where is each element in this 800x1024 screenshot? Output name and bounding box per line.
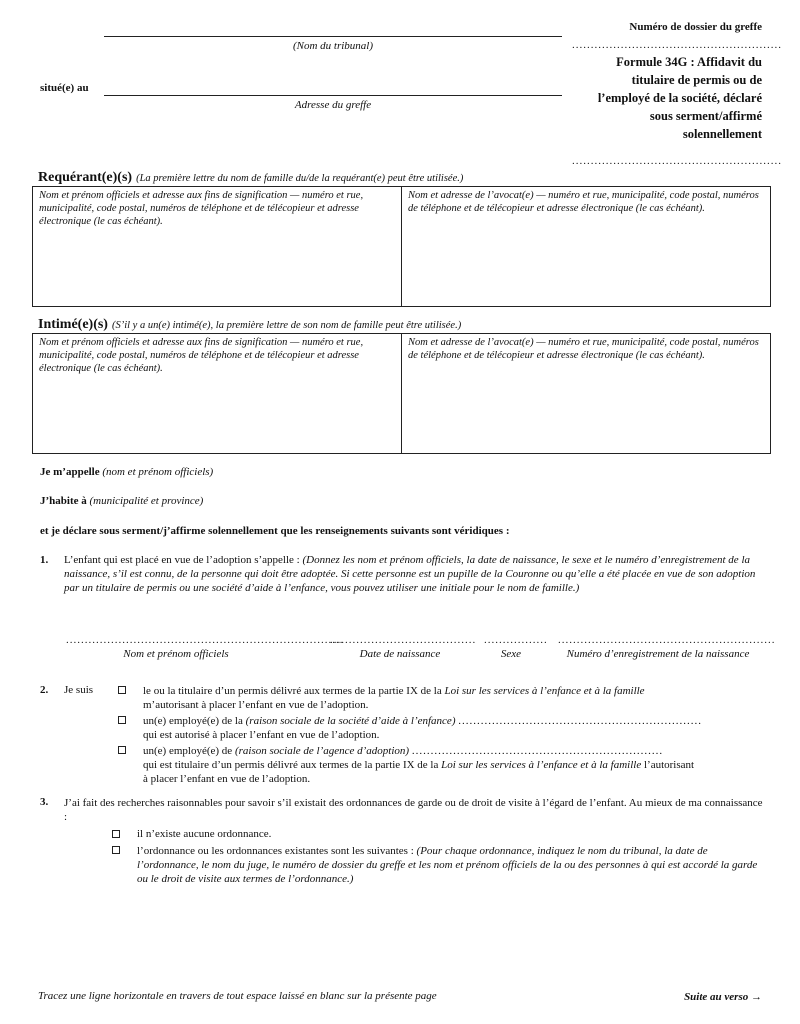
no-order-checkbox[interactable] — [112, 830, 120, 838]
society-employee-checkbox[interactable] — [118, 716, 126, 724]
agency-text-c: l’autorisant — [643, 759, 695, 771]
licensee-checkbox[interactable] — [118, 686, 126, 694]
item2-lead: Je suis — [64, 684, 94, 696]
respondents-heading: Intimé(e)(s) — [38, 317, 108, 332]
applicant-lawyer-cell[interactable] — [402, 187, 770, 306]
item3-text: J’ai fait des recherches raisonnables pour savoir s’il existait des ordonnances de garde ou de droit de visite à l’égard de l’enfant. Au mieux de ma connaissance : — [64, 797, 763, 823]
applicants-heading: Requérant(e)(s) — [38, 170, 133, 185]
form-title-line-4: sous serment/affirmé — [649, 109, 762, 123]
society-name-field[interactable]: ................................................................. — [458, 715, 702, 727]
agency-text-a: un(e) employé(e) de — [143, 745, 233, 757]
item3-number: 3. — [40, 796, 49, 808]
item2-number: 2. — [40, 684, 49, 696]
office-address-line[interactable] — [104, 95, 562, 96]
agency-text-b: qui est titulaire d’un permis délivré aux termes de la partie IX de la — [143, 759, 439, 771]
applicants-table — [32, 186, 771, 307]
licensee-law: Loi sur les services à l’enfance et à la famille — [444, 685, 645, 697]
child-sex-field[interactable]: ................. — [484, 634, 548, 646]
respondent-lawyer-cell[interactable] — [402, 334, 770, 453]
form-title-line-5: solennellement — [682, 127, 762, 141]
col-dob-label: Date de naissance — [359, 648, 441, 660]
live-label: J’habite à — [40, 495, 87, 507]
item1-number: 1. — [40, 554, 49, 566]
licensee-text-a: le ou la titulaire d’un permis délivré aux termes de la partie IX de la — [143, 685, 442, 697]
name-row — [40, 466, 213, 478]
item1-hint: (Donnez les nom et prénom officiels, la date de naissance, le sexe et le numéro d’enregistrement de la naissance, s’il est connu, de la personne qui doit être adoptée. Si cette personne est un pupille de la Couronne ou qu’elle a été placée en vue de son adoption par un titulaire de permis ou une société d’aide à l’enfance, vous pouvez utiliser une initiale pour le nom de famille.) — [64, 554, 756, 594]
name-hint: (nom et prénom officiels) — [102, 466, 214, 478]
existing-orders-checkbox[interactable] — [112, 846, 120, 854]
form-title — [548, 53, 762, 143]
court-name-label: (Nom du tribunal) — [292, 40, 374, 52]
agency-employee-option — [143, 744, 763, 786]
file-number-field[interactable]: ........................................................ — [572, 39, 782, 51]
applicants-heading-row — [38, 168, 463, 186]
applicants-note: (La première lettre du nom de famille du/de la requérant(e) peut être utilisée.) — [136, 173, 464, 184]
item1-text: L’enfant qui est placé en vue de l’adoption s’appelle : — [64, 554, 300, 566]
form-title-line-2: titulaire de permis ou de — [631, 73, 762, 87]
file-number-label: Numéro de dossier du greffe — [629, 21, 762, 33]
name-label: Je m’appelle — [40, 466, 100, 478]
col-sex-label: Sexe — [500, 648, 522, 660]
respondents-heading-row — [38, 315, 461, 333]
agency-hint: (raison sociale de l’agence d’adoption) — [234, 745, 410, 757]
respondent-lawyer-hint: Nom et adresse de l’avocat(e) — numéro et rue, municipalité, code postal, numéros de téléphone et de télécopieur et adresse électronique (le cas échéant). — [408, 337, 759, 361]
oath-statement: et je déclare sous serment/j’affirme solennellement que les renseignements suivants sont véridiques : — [40, 525, 510, 537]
applicant-party-cell[interactable] — [33, 187, 402, 306]
society-employee-option — [143, 714, 763, 742]
footer-instruction: Tracez une ligne horizontale en travers de tout espace laissé en blanc sur la présente page — [38, 990, 437, 1002]
respondents-note: (S’il y a un(e) intimé(e), la première lettre de son nom de famille peut être utilisée.) — [111, 320, 462, 331]
continue-on-back: Suite au verso → — [684, 991, 762, 1003]
child-reg-field[interactable]: .......................................................... — [558, 634, 776, 646]
agency-law: Loi sur les services à l’enfance et à la famille — [441, 759, 642, 771]
child-dob-field[interactable]: ....................................... — [330, 634, 477, 646]
agency-name-field[interactable]: ................................................................... — [411, 745, 664, 757]
live-row — [40, 495, 203, 507]
live-hint: (municipalité et province) — [89, 495, 204, 507]
respondents-table — [32, 333, 771, 454]
court-name-line[interactable] — [104, 36, 562, 37]
item1-text-block — [64, 553, 764, 595]
existing-orders-text: l’ordonnance ou les ordonnances existantes sont les suivantes : — [137, 845, 414, 857]
licensee-option — [143, 684, 763, 712]
form-title-line-1: Formule 34G : Affidavit du — [616, 55, 762, 69]
col-reg-label: Numéro d’enregistrement de la naissance — [566, 648, 750, 660]
agency-text-d: à placer l’enfant en vue de l’adoption. — [143, 773, 311, 785]
respondent-party-cell[interactable] — [33, 334, 402, 453]
office-address-label: Adresse du greffe — [294, 99, 372, 111]
existing-orders-option — [137, 844, 763, 886]
respondent-party-hint: Nom et prénom officiels et adresse aux fins de signification — numéro et rue, municipalité, code postal, numéros de téléphone et de télécopieur et adresse électronique (le cas échéant). — [39, 337, 364, 374]
agency-employee-checkbox[interactable] — [118, 746, 126, 754]
applicant-party-hint: Nom et prénom officiels et adresse aux fins de signification — numéro et rue, municipalité, code postal, numéros de téléphone et de télécopieur et adresse électronique (le cas échéant). — [39, 190, 364, 227]
no-order-option: il n’existe aucune ordonnance. — [137, 828, 272, 840]
applicant-lawyer-hint: Nom et adresse de l’avocat(e) — numéro et rue, municipalité, code postal, numéros de téléphone et de télécopieur et adresse électronique (le cas échéant). — [408, 190, 759, 214]
form-title-extra-field[interactable]: ........................................................ — [572, 155, 782, 167]
col-name-label: Nom et prénom officiels — [123, 648, 229, 660]
licensee-text-b: m’autorisant à placer l’enfant en vue de l’adoption. — [143, 699, 369, 711]
form-title-line-3: l’employé de la société, déclaré — [597, 91, 762, 105]
existing-orders-hint: (Pour chaque ordonnance, indiquez le nom du tribunal, la date de l’ordonnance, le nom du juge, le numéro de dossier du greffe et les nom et prénom officiels de la ou des personnes à qui est accordé la garde ou le droit de visite aux termes de l’ordonnance.) — [137, 845, 758, 885]
society-text-b: qui est autorisé à placer l’enfant en vue de l’adoption. — [143, 729, 380, 741]
child-name-field[interactable]: .......................................................................... — [66, 634, 344, 646]
society-text-a: un(e) employé(e) de la — [143, 715, 243, 727]
located-at-label: situé(e) au — [40, 82, 89, 94]
society-hint: (raison sociale de la société d’aide à l’enfance) — [245, 715, 456, 727]
